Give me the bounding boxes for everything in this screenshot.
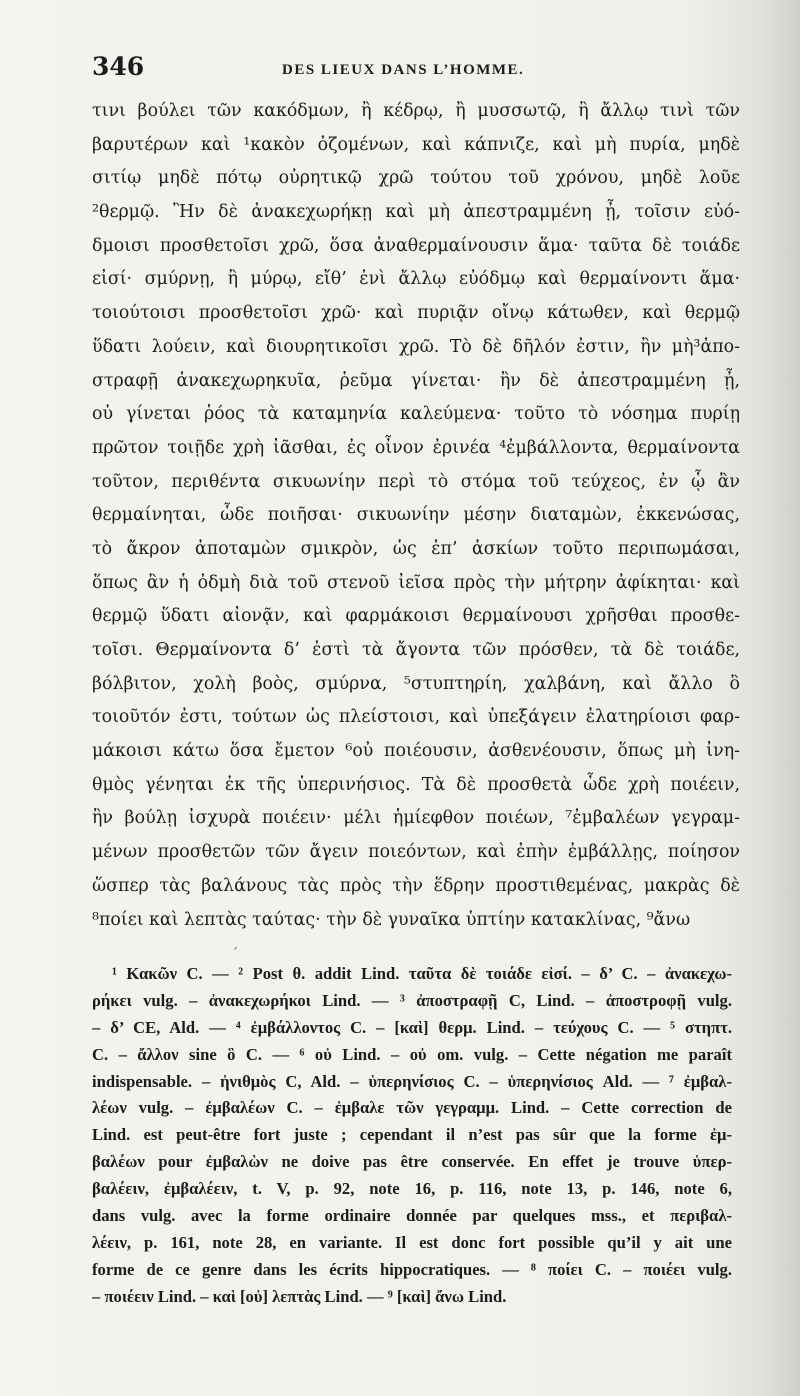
text-line: τοῖσι. Θερμαίνοντα δ’ ἐστὶ τὰ ἄγοντα τῶν πρόσθεν, τὰ δὲ τοιάδε, (92, 640, 740, 660)
footnote-line: βαλέων pour ἐμβαλὼν ne doive pas être conservée. En effet je trouve ὑπερ- (92, 1152, 732, 1172)
footnote-line: λέειν, p. 161, note 28, en variante. Il est donc fort possible qu’il y ait une (92, 1232, 732, 1252)
footnote-line: dans vulg. avec la forme ordinaire donnée par quelques mss., et περιβαλ- (92, 1206, 732, 1226)
text-line: στραφῇ ἀνακεχωρηκυῖα, ῥεῦμα γίνεται· ἢν δὲ ἀπεστραμμένη ᾖ, (92, 370, 740, 391)
text-line: τοῦτον, περιθέντα σικυωνίην περὶ τὸ στόμα τοῦ τεύχεος, ἐν ᾧ ἂν (92, 471, 740, 492)
text-line: εἰσί· σμύρνῃ, ἢ μύρῳ, εἴθ’ ἐνὶ ἄλλῳ εὐόδμῳ καὶ θερμαίνοντι ἅμα· (92, 269, 740, 290)
footnote-line: λέων vulg. – ἐμβαλέων C. – ἐμβαλε τῶν γεγραμμ. Lind. – Cette correction de (92, 1098, 732, 1118)
text-line: πρῶτον τοιῇδε χρὴ ἰᾶσθαι, ἐς οἶνον ἐρινέα ⁴ἐμβάλλοντα, θερμαίνοντα (92, 437, 740, 458)
text-line: ὥσπερ τὰς βαλάνους τὰς πρὸς τὴν ἕδρην προστιθεμένας, μακρὰς δὲ (92, 875, 740, 896)
text-line: τοιούτοισι προσθετοῖσι χρῶ· καὶ πυριᾷν οἴνῳ κάτωθεν, καὶ θερμῷ (92, 303, 740, 324)
text-line: βαρυτέρων καὶ ¹κακὸν ὀζομένων, καὶ κάπνιζε, καὶ μὴ πυρία, μηδὲ (92, 134, 740, 155)
text-line: ²θερμῷ. Ἢν δὲ ἀνακεχωρήκῃ καὶ μὴ ἀπεστραμμένη ᾖ, τοῖσιν εὐό- (92, 202, 740, 223)
text-line: δμοισι προσθετοῖσι χρῶ, ὅσα ἀναθερμαίνουσιν ἅμα· ταῦτα δὲ τοιάδε (92, 235, 740, 256)
text-line: θερμῷ ὕδατι αἰονᾷν, καὶ φαρμάκοισι θερμαίνουσι χρῆσθαι προσθε- (92, 606, 740, 627)
footnote-line: Lind. est peut-être fort juste ; cependant il n’est pas sûr que la forme ἐμ- (92, 1125, 732, 1145)
text-line: ἢν βούλῃ ἰσχυρὰ ποιέειν· μέλι ἡμίεφθον ποιέων, ⁷ἐμβαλέων γεγραμ- (92, 808, 740, 829)
text-line: τινι βούλει τῶν κακόδμων, ἢ κέδρῳ, ἢ μυσσωτῷ, ἢ ἄλλῳ τινὶ τῶν (92, 101, 740, 121)
text-line: οὐ γίνεται ῥόος τὰ καταμηνία καλεύμενα· τοῦτο τὸ νόσημα πυρίῃ (92, 404, 740, 425)
footnote-line: indispensable. – ἠνιθμὸς C, Ald. – ὑπερηνίσιος C. – ὑπερηνίσιος Ald. — ⁷ ἐμβαλ- (92, 1071, 732, 1091)
text-line: μένων προσθετῶν τῶν ἄγειν ποιεόντων, καὶ ἐπὴν ἐμβάλλῃς, ποίησον (92, 842, 740, 863)
footnote-line: – ποιέειν Lind. – καὶ [οὐ] λεπτὰς Lind. — ⁹ [καὶ] ἄνω Lind. (92, 1286, 507, 1306)
text-line: βόλβιτον, χολὴ βοὸς, σμύρνα, ⁵στυπτηρίη, χαλβάνη, καὶ ἄλλο ὃ (92, 673, 740, 694)
running-title: DES LIEUX DANS L’HOMME. (282, 62, 525, 78)
footnote-line: ¹ Κακῶν C. — ² Post θ. addit Lind. ταῦτα δὲ τοιάδε εἰσί. – δ’ C. – ἀνακεχω- (112, 964, 732, 983)
text-line: τὸ ἄκρον ἀποταμὼν σμικρὸν, ὡς ἐπ’ ἀσκίων τοῦτο περιπωμάσαι, (92, 538, 740, 559)
text-line: θερμαίνηται, ὧδε ποιῆσαι· σικυωνίην μέσην διαταμὼν, ἐκκενώσας, (92, 505, 740, 526)
page-header (92, 52, 752, 88)
footnote-line: ρήκει vulg. – ἀνακεχωρήκοι Lind. — ³ ἀποστραφῇ C, Lind. – ἀποστροφῇ vulg. (92, 990, 732, 1010)
footnote-line: forme de ce genre dans les écrits hippocratiques. — ⁸ ποίει C. – ποιέει vulg. (92, 1259, 732, 1279)
page-number: 346 (92, 52, 145, 81)
text-line: ὕδατι λούειν, καὶ διουρητικοῖσι χρῶ. Τὸ δὲ δῆλόν ἐστιν, ἢν μὴ³ἀπο- (92, 336, 740, 357)
footnote-line: βαλέειν, ἐμβαλέειν, t. V, p. 92, note 16, p. 116, note 13, p. 146, note 6, (92, 1179, 732, 1199)
ink-mark: ˊ (232, 946, 238, 960)
text-line: σιτίῳ μηδὲ πότῳ οὐρητικῷ χρῶ τούτου τοῦ χρόνου, μηδὲ λοῦε (92, 168, 740, 189)
footnote-line: C. – ἄλλον sine ὃ C. — ⁶ οὐ Lind. – οὐ om. vulg. – Cette négation me paraît (92, 1044, 732, 1064)
footnotes (92, 961, 732, 1311)
text-line: ὅπως ἂν ἡ ὀδμὴ διὰ τοῦ στενοῦ ἰεῖσα πρὸς τὴν μήτρην ἀφίκηται· καὶ (92, 572, 740, 593)
main-text (92, 95, 740, 937)
footnote-line: – δ’ CE, Ald. — ⁴ ἐμβάλλοντος C. – [καὶ] θερμ. Lind. – τεύχους C. — ⁵ στηπτ. (92, 1017, 732, 1037)
text-line: θμὸς γένηται ἐκ τῆς ὑπερινήσιος. Τὰ δὲ προσθετὰ ὧδε χρὴ ποιέειν, (92, 774, 740, 795)
text-line: τοιοῦτόν ἐστι, τούτων ὡς πλείστοισι, καὶ ὑπεξάγειν ἐλατηρίοισι φαρ- (92, 707, 740, 728)
text-line: μάκοισι κάτω ὅσα ἔμετον ⁶οὐ ποιέουσιν, ἀσθενέουσιν, ὅπως μὴ ἰνη- (92, 741, 740, 762)
text-line: ⁸ποίει καὶ λεπτὰς ταύτας· τὴν δὲ γυναῖκα ὑπτίην κατακλίνας, ⁹ἄνω (92, 909, 691, 930)
